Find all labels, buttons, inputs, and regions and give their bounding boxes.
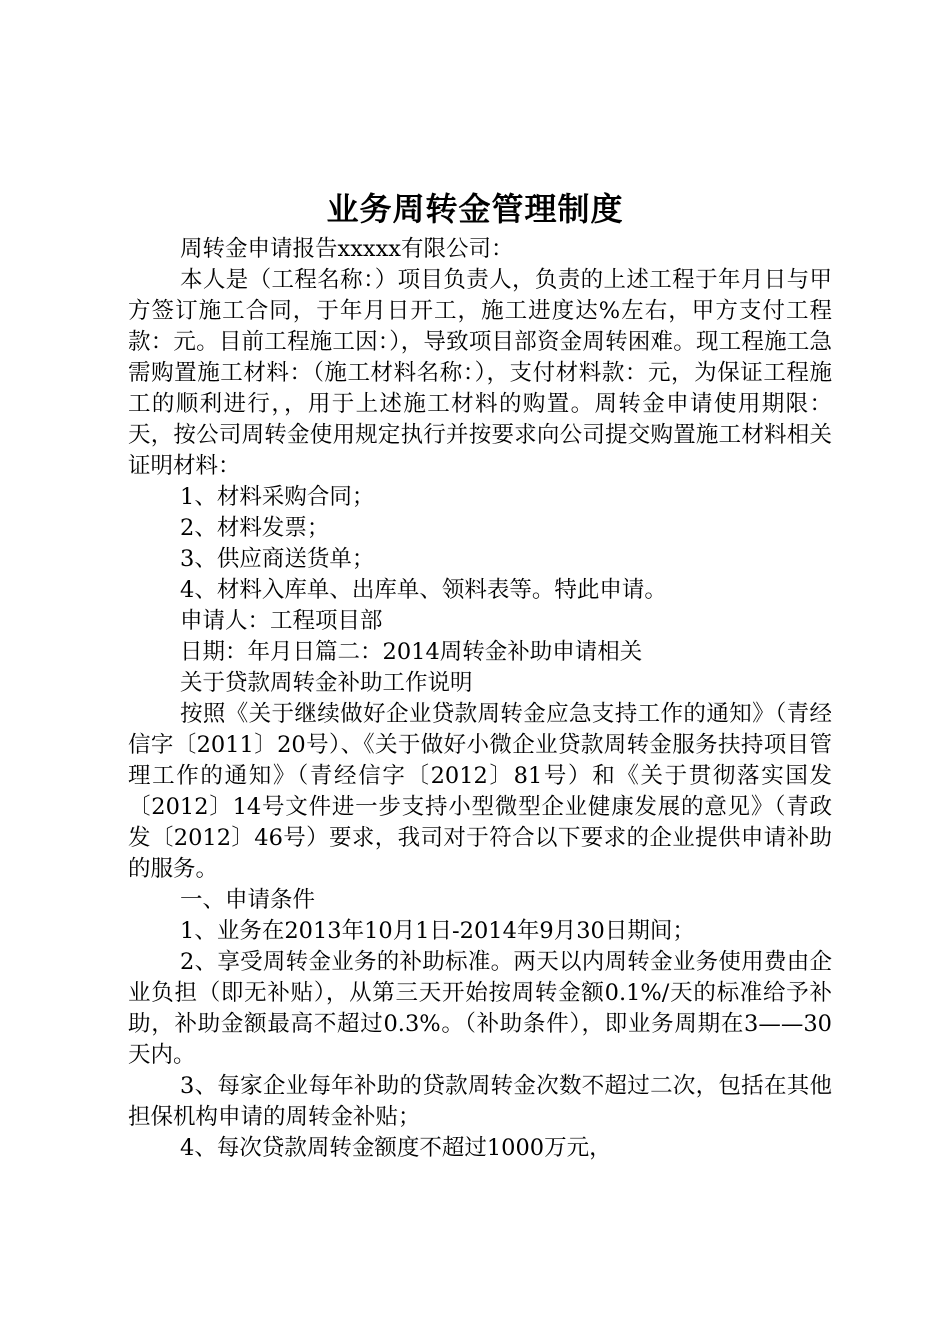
list-item: 1、业务在2013年10月1日-2014年9月30日期间； [180,918,695,944]
list-item: 4、材料入库单、出库单、领料表等。特此申请。 [180,577,667,603]
paragraph-date: 日期：年月日篇二：2014周转金补助申请相关 [180,639,643,665]
list-item: 2、享受周转金业务的补助标准。两天以内周转金业务使用费由企业负担（即无补贴），从第三天开始按周转金额0.1%/天的标准给予补助，补助金额最高不超过0.3%。（补助条件），即业务周期在3——30天内。 [128,949,832,1068]
paragraph-policy-basis: 按照《关于继续做好企业贷款周转金应急支持工作的通知》（青经信字〔2011〕20号）、《关于做好小微企业贷款周转金服务扶持项目管理工作的通知》（青经信字〔2012〕81号）和《关于贯彻落实国发〔2012〕14号文件进一步支持小型微型企业健康发展的意见》（青政发〔2012〕46号）要求，我司对于符合以下要求的企业提供申请补助的服务。 [128,701,832,882]
list-item: 3、每家企业每年补助的贷款周转金次数不超过二次，包括在其他担保机构申请的周转金补贴； [128,1073,832,1130]
paragraph-application-body: 本人是（工程名称：）项目负责人，负责的上述工程于年月日与甲方签订施工合同，于年月日开工，施工进度达%左右，甲方支付工程款：元。目前工程施工因：），导致项目部资金周转困难。现工程施工急需购置施工材料：（施工材料名称：），支付材料款：元，为保证工程施工的顺利进行，，用于上述施工材料的购置。周转金申请使用期限：天，按公司周转金使用规定执行并按要求向公司提交购置施工材料相关证明材料： [128,267,832,479]
section-heading: 关于贷款周转金补助工作说明 [180,670,473,696]
list-item: 2、材料发票； [180,515,330,541]
document-title: 业务周转金管理制度 [326,190,624,228]
paragraph-applicant: 申请人：工程项目部 [180,608,383,634]
paragraph-report-heading: 周转金申请报告xxxxx有限公司： [180,236,514,262]
section-heading: 一、申请条件 [180,887,316,913]
list-item: 4、每次贷款周转金额度不超过1000万元， [180,1135,612,1161]
list-item: 3、供应商送货单； [180,546,375,572]
list-item: 1、材料采购合同； [180,484,375,510]
document-body [128,234,832,1164]
